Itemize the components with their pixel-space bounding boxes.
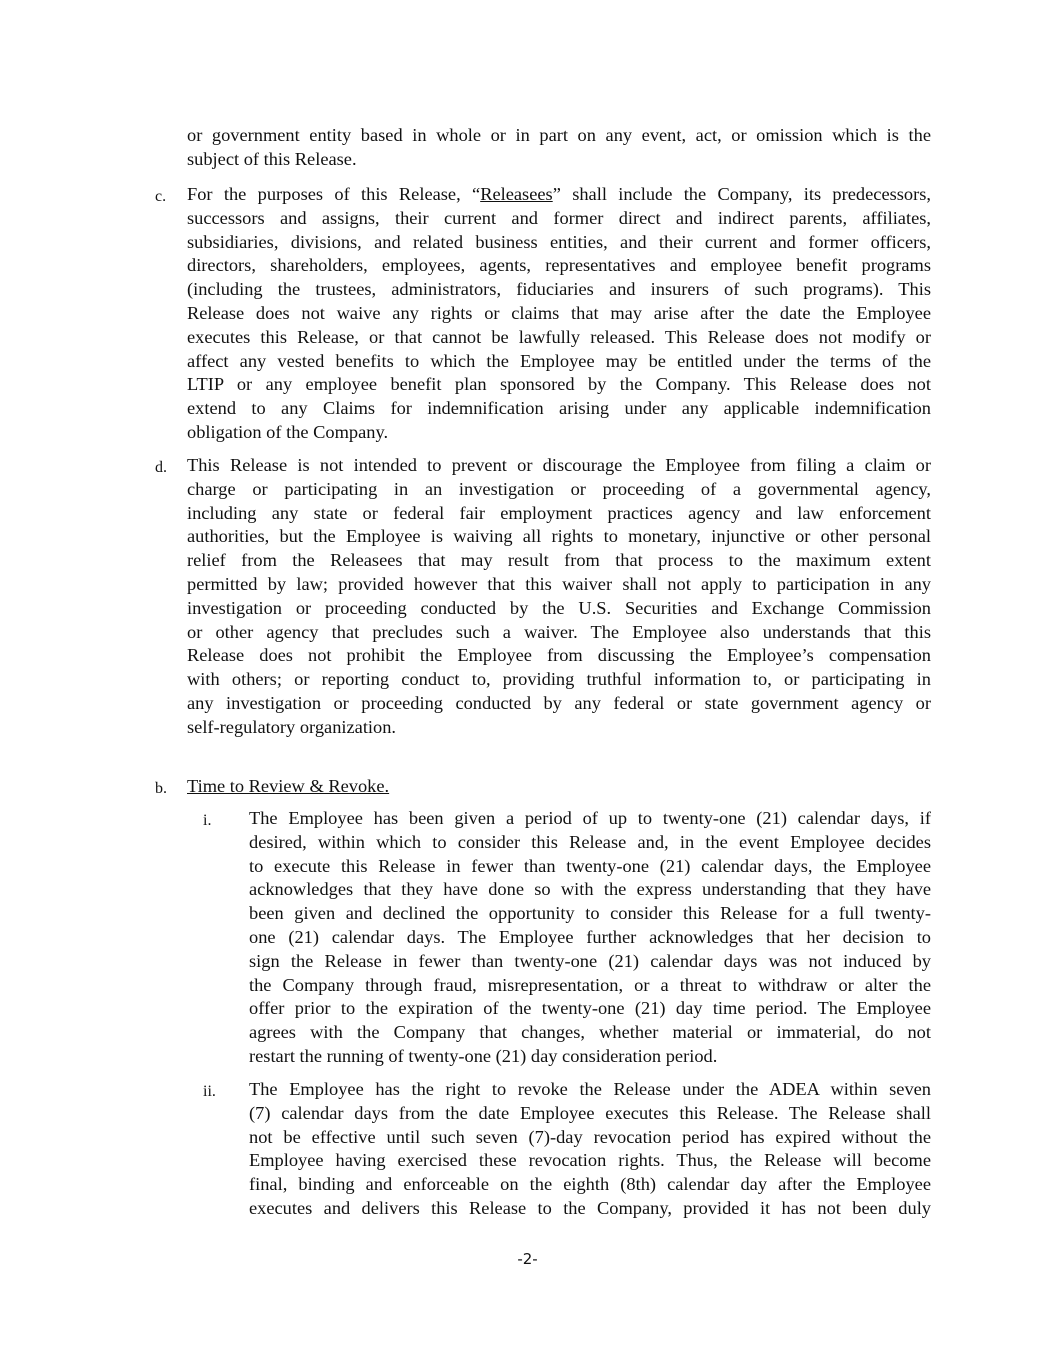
text-line: (7) calendar days from the date Employee executes this Release. The Release shall — [249, 1102, 931, 1123]
defined-term-releasees: Releasees — [480, 184, 553, 204]
text-line: acknowledges that they have done so with the express understanding that they have — [249, 879, 931, 900]
text-line: authorities, but the Employee is waiving all rights to monetary, injunctive or other personal — [187, 526, 931, 547]
text-line: subject of this Release. — [187, 148, 357, 169]
text-line: sign the Release in fewer than twenty-one (21) calendar days was not induced by — [249, 950, 931, 971]
text-line: subsidiaries, divisions, and related business entities, and their current and former officers, — [187, 231, 931, 252]
list-marker-c: c. — [155, 188, 167, 205]
text-line: The Employee has the right to revoke the Release under the ADEA within seven — [249, 1079, 931, 1099]
text-line: Release does not waive any rights or claims that may arise after the date the Employee — [187, 302, 931, 323]
text-line: This Release is not intended to prevent or discourage the Employee from filing a claim or — [187, 455, 931, 475]
text-line: one (21) calendar days. The Employee further acknowledges that her decision to — [249, 926, 931, 947]
page-number: -2- — [517, 1250, 538, 1268]
text-line: executes this Release, or that cannot be lawfully released. This Release does not modify or — [187, 326, 931, 347]
list-marker-i: i. — [203, 812, 212, 829]
text-run: ” shall include the Company, its predecessors, — [552, 184, 931, 204]
item-i — [249, 807, 931, 1069]
text-line: including any state or federal fair employment practices agency and law enforcement — [187, 502, 931, 523]
text-line: extend to any Claims for indemnification arising under any applicable indemnification — [187, 398, 931, 419]
item-ii — [249, 1078, 931, 1221]
text-line: permitted by law; provided however that this waiver shall not apply to participation in any — [187, 573, 931, 594]
text-line: (including the trustees, administrators, fiduciaries and insurers of such programs). This — [187, 279, 931, 300]
text-run: For the purposes of this Release, “ — [187, 184, 481, 204]
text-line: with others; or reporting conduct to, providing truthful information to, or participating in — [187, 669, 931, 690]
text-line: to execute this Release in fewer than twenty-one (21) calendar days, the Employee — [249, 855, 931, 876]
text-line: offer prior to the expiration of the twenty-one (21) day time period. The Employee — [249, 998, 931, 1019]
list-marker-d: d. — [155, 459, 167, 476]
paragraph-d — [187, 454, 931, 740]
text-line: affect any vested benefits to which the Employee may be entitled under the terms of the — [187, 350, 931, 371]
text-line: directors, shareholders, employees, agents, representatives and employee benefit programs — [187, 255, 931, 276]
text-line: agrees with the Company that changes, whether material or immaterial, do not — [249, 1022, 931, 1043]
section-heading — [187, 775, 931, 799]
text-line: the Company through fraud, misrepresentation, or a threat to withdraw or alter the — [249, 974, 931, 995]
text-line: or government entity based in whole or in part on any event, act, or omission which is the — [187, 125, 931, 145]
text-line: LTIP or any employee benefit plan sponsored by the Company. This Release does not — [187, 374, 931, 395]
text-line: or other agency that precludes such a waiver. The Employee also understands that this — [187, 621, 931, 642]
text-line: charge or participating in an investigation or proceeding of a governmental agency, — [187, 478, 931, 499]
text-line: executes and delivers this Release to the Company, provided it has not been duly — [249, 1197, 931, 1218]
text-line: self-regulatory organization. — [187, 716, 397, 737]
paragraph-c — [187, 183, 931, 445]
section-marker-b: b. — [155, 780, 167, 797]
text-line: relief from the Releasees that may result from that process to the maximum extent — [187, 550, 931, 571]
text-line: investigation or proceeding conducted by the U.S. Securities and Exchange Commission — [187, 597, 931, 618]
text-line: Employee having exercised these revocation rights. Thus, the Release will become — [249, 1150, 931, 1171]
section-heading-text: Time to Review & Revoke. — [187, 776, 390, 796]
text-line: any investigation or proceeding conducted by any federal or state government agency or — [187, 692, 931, 713]
list-marker-ii: ii. — [203, 1083, 216, 1100]
text-line: not be effective until such seven (7)-day revocation period has expired without the — [249, 1126, 931, 1147]
text-line — [187, 183, 931, 207]
text-line: desired, within which to consider this Release and, in the event Employee decides — [249, 831, 931, 852]
text-line: The Employee has been given a period of up to twenty-one (21) calendar days, if — [249, 808, 931, 828]
text-line: been given and declined the opportunity to consider this Release for a full twenty- — [249, 903, 931, 924]
text-line: restart the running of twenty-one (21) day consideration period. — [249, 1045, 718, 1066]
text-line: Release does not prohibit the Employee from discussing the Employee’s compensation — [187, 645, 931, 666]
paragraph-continuation — [187, 124, 931, 172]
text-line: final, binding and enforceable on the eighth (8th) calendar day after the Employee — [249, 1174, 931, 1195]
text-line: successors and assigns, their current and former direct and indirect parents, affiliates, — [187, 207, 931, 228]
text-line: obligation of the Company. — [187, 421, 389, 442]
